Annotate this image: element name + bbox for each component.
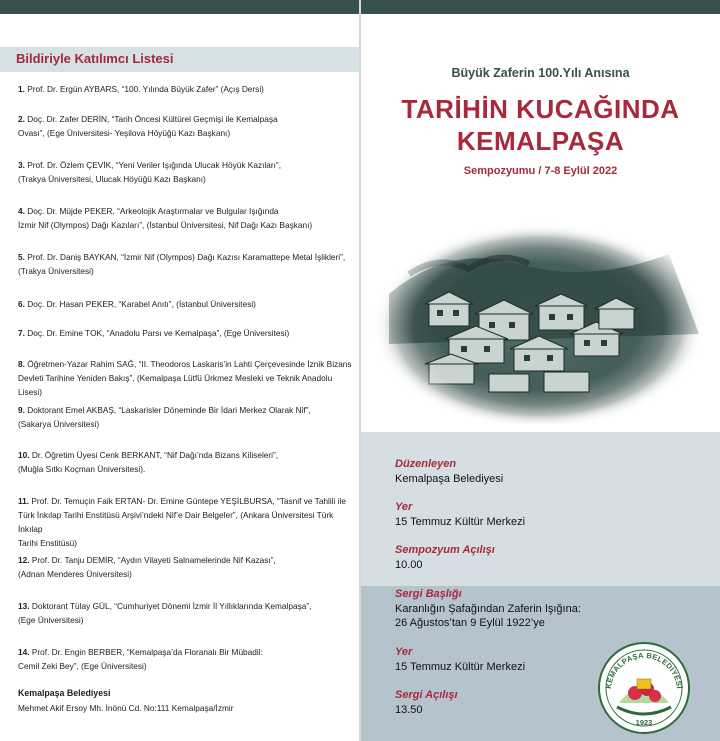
- participant-entry: [18, 112, 353, 140]
- info-value-exhibition-title-line2: 26 Ağustos’tan 9 Eylül 1922’ye: [395, 617, 545, 629]
- footer-address: Mehmet Akif Ersoy Mh. İnönü Cd. No:111 Kemalpaşa/İzmir: [18, 703, 234, 713]
- entry-number: 5.: [18, 252, 25, 262]
- participant-entry-line: [18, 417, 353, 431]
- participant-entry: [18, 553, 353, 581]
- info-value-venue: 15 Temmuz Kültür Merkezi: [395, 516, 526, 528]
- entry-number: 6.: [18, 299, 25, 309]
- participant-entry-line: [18, 158, 353, 172]
- participant-entry: [18, 494, 353, 550]
- participant-entry-line: [18, 126, 353, 140]
- participant-list-panel: [0, 14, 359, 741]
- municipality-seal-logo: [597, 641, 691, 735]
- participant-entry: [18, 297, 353, 311]
- info-value-exhibition-title-line1: Karanlığın Şafağından Zaferin Işığına:: [395, 603, 581, 615]
- entry-number: 9.: [18, 405, 25, 415]
- list-title: Bildiriyle Katılımcı Listesi: [16, 51, 174, 66]
- info-label-opening: Sempozyum Açılışı: [395, 544, 495, 556]
- participant-entry-line: [18, 82, 353, 96]
- entry-text: Dr. Öğretim Üyesi Cenk BERKANT, “Nif Dağı’nda Bizans Kiliseleri”,: [31, 450, 279, 460]
- participant-entry-line: [18, 659, 353, 673]
- entry-number: 3.: [18, 160, 25, 170]
- entry-text: Doç. Dr. Zafer DERİN, “Tarih Öncesi Kültürel Geçmişi ile Kemalpaşa: [27, 114, 278, 124]
- entry-number: 11.: [18, 496, 30, 506]
- entry-number: 12.: [18, 555, 30, 565]
- cover-title-line1: TARİHİN KUCAĞINDA: [401, 94, 680, 124]
- participant-entry-line: [18, 613, 353, 627]
- participant-entry: [18, 403, 353, 431]
- entry-number: 10.: [18, 450, 30, 460]
- entry-number: 13.: [18, 601, 30, 611]
- participant-entry-line: [18, 462, 353, 476]
- participant-entry-line: [18, 599, 353, 613]
- participant-entry-line: [18, 494, 353, 508]
- participant-entry-line: [18, 508, 353, 536]
- entry-text: Doç. Dr. Hasan PEKER, “Karabel Anıtı”, (İstanbul Üniversitesi): [27, 299, 256, 309]
- entry-number: 8.: [18, 359, 25, 369]
- info-label-exhibition-opening: Sergi Açılışı: [395, 689, 458, 701]
- info-value-opening: 10.00: [395, 559, 423, 571]
- participant-entry: [18, 599, 353, 627]
- participant-entry-line: [18, 357, 353, 371]
- participant-entry: [18, 250, 353, 278]
- entry-text: Doç. Dr. Emine TOK, “Anadolu Parsı ve Kemalpaşa”, (Ege Üniversitesi): [27, 328, 290, 338]
- info-value-exhibition-opening: 13.50: [395, 704, 423, 716]
- participant-entry: [18, 326, 353, 340]
- participant-entry-line: [18, 172, 353, 186]
- participant-entry: [18, 448, 353, 476]
- participant-entry-line: [18, 250, 353, 264]
- info-value-exhibition-venue: 15 Temmuz Kültür Merkezi: [395, 661, 526, 673]
- participant-entry-line: [18, 448, 353, 462]
- info-label-exhibition-venue: Yer: [395, 646, 413, 658]
- participant-entry-line: [18, 297, 353, 311]
- footer-organization: Kemalpaşa Belediyesi: [18, 688, 111, 698]
- entry-text: Prof. Dr. Temuçin Faik ERTAN- Dr. Emine Güntepe YEŞİLBURSA, “Tasnif ve Tahlili ile: [31, 496, 347, 506]
- seal-year: 1923: [635, 718, 653, 727]
- entry-text: Ovası”, (Ege Üniversitesi- Yeşilova Höyüğü Kazı Başkanı): [18, 128, 231, 138]
- left-top-strip: [0, 0, 359, 14]
- participant-entry: [18, 204, 353, 232]
- entry-text: (Trakya Üniversitesi, Ulucak Höyüğü Kazı Başkanı): [18, 174, 206, 184]
- participant-entry-line: [18, 553, 353, 567]
- entry-text: Devleti Tarihine Yeniden Bakış”, (Kemalpaşa Lütfü Ürkmez Mesleki ve Teknik Anadolu Lisesi): [18, 373, 333, 397]
- entry-text: Öğretmen-Yazar Rahim SAĞ, “II. Theodoros Laskaris’in Lahti Çerçevesinde İznik Bizans: [27, 359, 352, 369]
- entry-text: Prof. Dr. Ergün AYBARS, “100. Yılında Büyük Zafer” (Açış Dersi): [27, 84, 264, 94]
- cover-title-line2: KEMALPAŞA: [456, 126, 625, 156]
- seal-text: KEMALPAŞA BELEDİYESİ: [604, 650, 684, 690]
- old-town-photo: [369, 214, 709, 424]
- entry-text: Doç. Dr. Müjde PEKER, “Arkeolojik Araştırmalar ve Bulgular Işığında: [27, 206, 279, 216]
- participant-entry-line: [18, 218, 353, 232]
- entry-text: (Adnan Menderes Üniversitesi): [18, 569, 132, 579]
- participant-entry-line: [18, 645, 353, 659]
- entry-text: Prof. Dr. Tanju DEMİR, “Aydın Vilayeti Salnamelerinde Nif Kazası”,: [31, 555, 276, 565]
- info-value-organizer: Kemalpaşa Belediyesi: [395, 473, 504, 485]
- info-label-venue: Yer: [395, 501, 413, 513]
- info-label-organizer: Düzenleyen: [395, 458, 457, 470]
- entry-text: Doktorant Emel AKBAŞ, “Laskarisler Döneminde Bir İdari Merkez Olarak Nif”,: [27, 405, 311, 415]
- entry-number: 2.: [18, 114, 25, 124]
- symposium-dates: Sempozyumu / 7-8 Eylül 2022: [463, 165, 618, 177]
- entry-text: Prof. Dr. Engin BERBER, “Kemalpaşa’da Floranalı Bir Mübadil:: [31, 647, 263, 657]
- participant-entry: [18, 82, 353, 96]
- participant-entry-line: [18, 371, 353, 399]
- entry-text: İzmir Nif (Olympos) Dağı Kazıları”, (İstanbul Üniversitesi, Nif Dağı Kazı Başkanı): [18, 220, 313, 230]
- entry-text: (Muğla Sıtkı Koçman Üniversitesi).: [18, 464, 146, 474]
- entry-number: 14.: [18, 647, 30, 657]
- participant-entry-line: [18, 264, 353, 278]
- entry-text: Cemil Zeki Bey”, (Ege Üniversitesi): [18, 661, 147, 671]
- entry-text: Doktorant Tülay GÜL, “Cumhuriyet Dönemi İzmir İl Yıllıklarında Kemalpaşa”,: [31, 601, 312, 611]
- entry-text: (Trakya Üniversitesi): [18, 266, 94, 276]
- entry-text: (Sakarya Üniversitesi): [18, 419, 100, 429]
- participant-entry-line: [18, 112, 353, 126]
- entry-number: 1.: [18, 84, 25, 94]
- cover-subtitle: Büyük Zaferin 100.Yılı Anısına: [451, 66, 630, 80]
- cover-panel: [361, 14, 720, 741]
- participant-entry: [18, 357, 353, 399]
- participant-entry-line: [18, 403, 353, 417]
- participant-entry-line: [18, 536, 353, 550]
- participant-entry-line: [18, 326, 353, 340]
- info-label-exhibition-title: Sergi Başlığı: [395, 588, 462, 600]
- right-top-strip: [361, 0, 720, 14]
- participant-entry: [18, 645, 353, 673]
- participant-entry: [18, 158, 353, 186]
- participant-entry-line: [18, 204, 353, 218]
- entry-text: Türk İnkılap Tarihi Enstitüsü Arşivi’ndeki Nif’e Dair Belgeler”, (Ankara Üniversitesi Türk İnkılap: [18, 510, 334, 534]
- list-header-band: [0, 47, 359, 72]
- participant-entry-line: [18, 567, 353, 581]
- entry-number: 4.: [18, 206, 25, 216]
- entry-text: Prof. Dr. Özlem ÇEVİK, “Yeni Veriler Işığında Ulucak Höyük Kazıları”,: [27, 160, 281, 170]
- entry-text: (Ege Üniversitesi): [18, 615, 84, 625]
- entry-number: 7.: [18, 328, 25, 338]
- entry-text: Prof. Dr. Daniş BAYKAN, “İzmir Nif (Olympos) Dağı Kazısı Karamattepe Metal İşlikleri”,: [27, 252, 346, 262]
- entry-text: Tarihi Enstitüsü): [18, 538, 78, 548]
